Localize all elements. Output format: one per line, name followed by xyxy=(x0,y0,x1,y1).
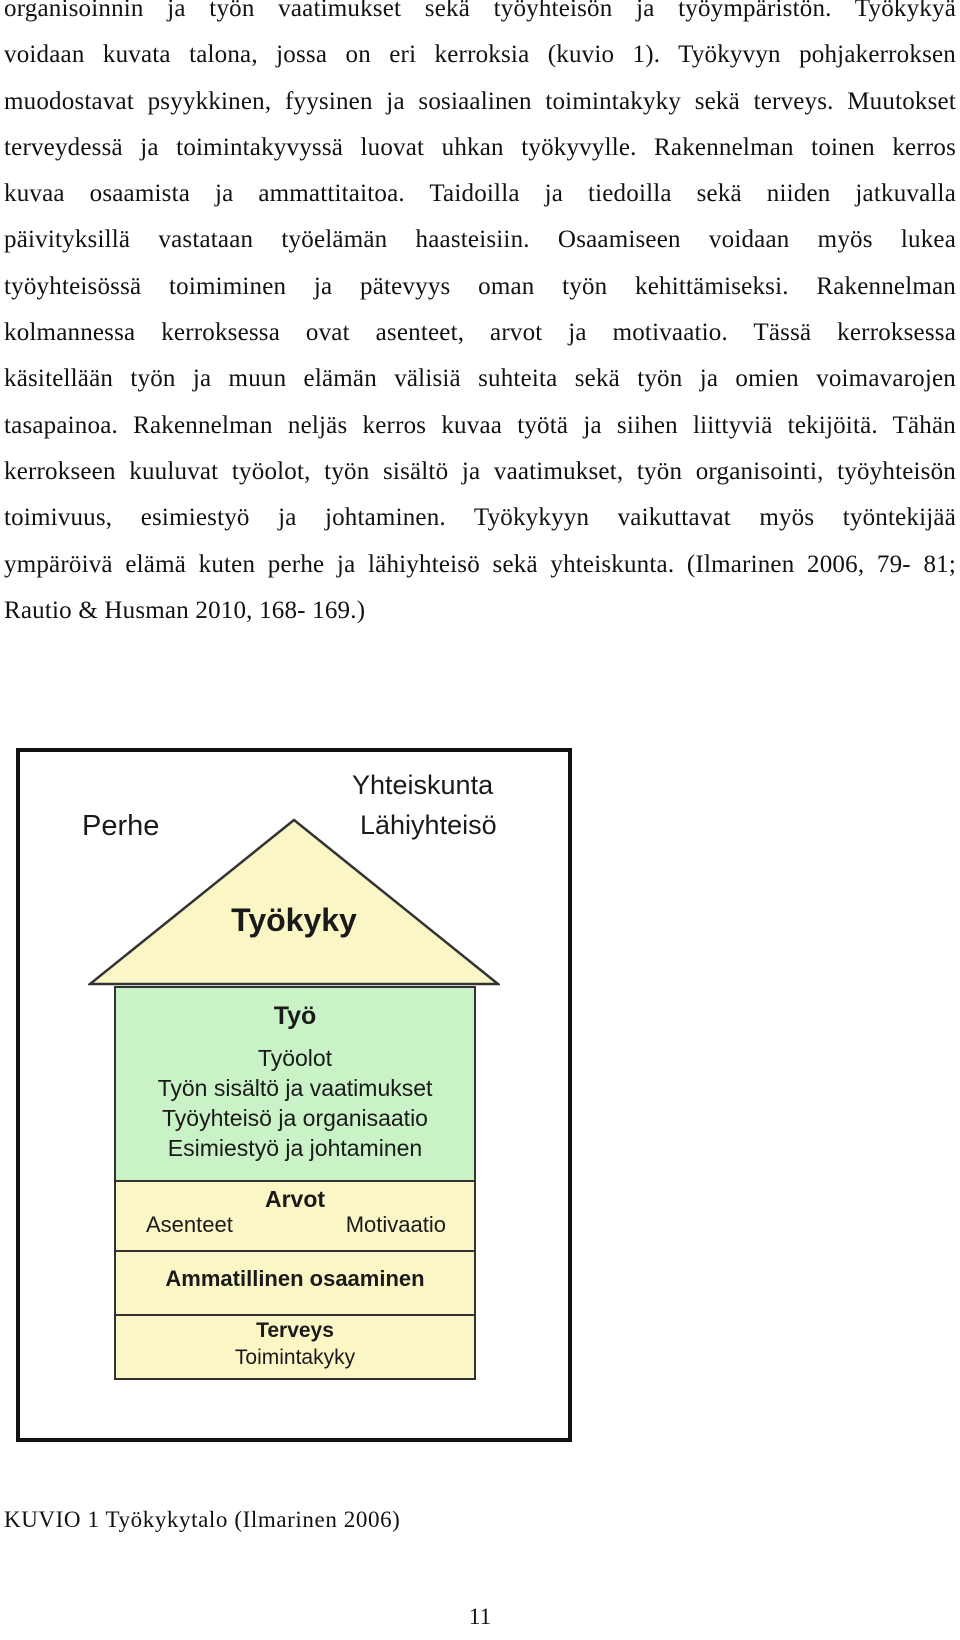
body-line: kolmannessa kerroksessa ovat asenteet, arvot ja motivaatio. Tässä kerroksessa xyxy=(4,319,956,347)
body-line: Rautio & Husman 2010, 168- 169.) xyxy=(4,596,366,624)
body-line: kerrokseen kuuluvat työolot, työn sisältö ja vaatimukset, työn organisointi, työyhteisön xyxy=(4,457,956,485)
floor-competence-title: Ammatillinen osaaminen xyxy=(165,1266,425,1291)
body-line: työyhteisössä toimiminen ja pätevyys oman työn kehittämiseksi. Rakennelman xyxy=(4,272,956,300)
community-label: Lähiyhteisö xyxy=(360,810,497,840)
floor-values xyxy=(116,1180,474,1250)
body-line: ympäröivä elämä kuten perhe ja lähiyhteisö sekä yhteiskunta. (Ilmarinen 2006, 79- 81; xyxy=(4,550,956,578)
body-line: päivityksillä vastataan työelämän haasteisiin. Osaamiseen voidaan myös lukea xyxy=(4,226,956,254)
figure-caption: KUVIO 1 Työkykytalo (Ilmarinen 2006) xyxy=(4,1507,401,1532)
body-line: voidaan kuvata talona, jossa on eri kerroksia (kuvio 1). Työkyvyn pohjakerroksen xyxy=(4,41,956,69)
house-floors xyxy=(114,986,476,1380)
body-paragraph xyxy=(4,0,956,634)
floor-work-item: Esimiestyö ja johtaminen xyxy=(167,1135,423,1161)
roof-label: Työkyky xyxy=(231,902,357,938)
floor-work-item: Työyhteisö ja organisaatio xyxy=(162,1105,428,1131)
work-ability-house-figure xyxy=(16,748,572,1442)
floor-competence xyxy=(116,1250,474,1314)
body-line: tasapainoa. Rakennelman neljäs kerros kuvaa työtä ja siihen liittyviä tekijöitä. Tähän xyxy=(4,411,956,439)
floor-health xyxy=(116,1314,474,1378)
floor-work-item: Työolot xyxy=(257,1045,333,1071)
floor-health-item: Toimintakyky xyxy=(234,1346,356,1369)
body-line: käsitellään työn ja muun elämän välisiä suhteita sekä työn ja omien voimavarojen xyxy=(4,365,956,393)
society-label: Yhteiskunta xyxy=(352,770,494,800)
body-line: toimivuus, esimiestyö ja johtaminen. Työkykyyn vaikuttavat myös työntekijää xyxy=(4,504,956,532)
floor-work xyxy=(116,986,474,1180)
body-line: organisoinnin ja työn vaatimukset sekä työyhteisön ja työympäristön. Työkykyä xyxy=(4,0,956,22)
floor-work-item: Työn sisältö ja vaatimukset xyxy=(157,1075,433,1101)
floor-values-attitudes: Asenteet xyxy=(146,1212,233,1237)
family-label: Perhe xyxy=(82,810,160,842)
floor-work-title: Työ xyxy=(273,1002,317,1030)
body-line: muodostavat psyykkinen, fyysinen ja sosiaalinen toimintakyky sekä terveys. Muutokset xyxy=(4,87,956,115)
floor-values-motivation: Motivaatio xyxy=(345,1212,446,1237)
floor-values-title: Arvot xyxy=(264,1186,326,1212)
body-line: kuvaa osaamista ja ammattitaitoa. Taidoilla ja tiedoilla sekä niiden jatkuvalla xyxy=(4,180,956,208)
floor-health-title: Terveys xyxy=(256,1319,334,1342)
body-line: terveydessä ja toimintakyvyssä luovat uhkan työkyvylle. Rakennelman toinen kerros xyxy=(4,133,956,161)
page-number: 11 xyxy=(468,1604,492,1629)
